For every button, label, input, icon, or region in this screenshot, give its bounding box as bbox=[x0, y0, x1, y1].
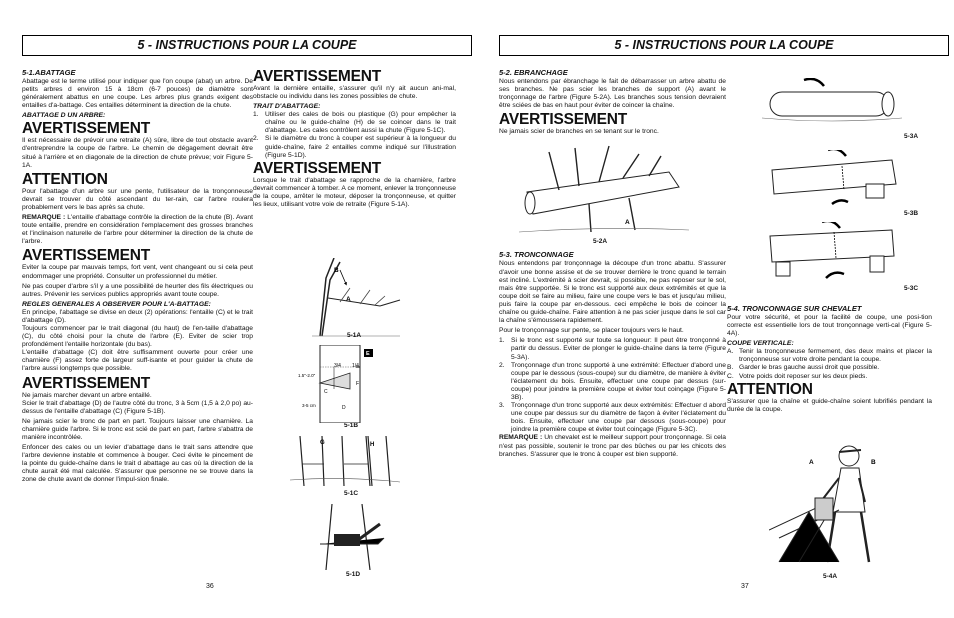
list-item: C. Votre poids doit reposer sur les deux pieds. bbox=[727, 372, 868, 380]
regles-text-3: L'entaille d'abattage (C) doit être suffisamment ouverte pour créer une charnière (F) assez forte de largeur suff-isante et pour guider la chute de l'arbre aussi longtemps que possible. bbox=[22, 349, 253, 373]
attention-heading-2: ATTENTION bbox=[727, 380, 813, 398]
warning-heading-6: AVERTISSEMENT bbox=[499, 111, 628, 129]
figure-caption-5-3b: 5-3B bbox=[904, 210, 919, 217]
section-title-abattage: 5-1.ABATTAGE bbox=[22, 68, 76, 77]
left-column-2 bbox=[253, 68, 456, 211]
figure-5-2a-area bbox=[499, 138, 726, 244]
figure-5-1d bbox=[318, 504, 388, 570]
figure-caption-5-1a: 5-1A bbox=[347, 332, 362, 339]
ebranchage-text: Nous entendons par ébranchage le fait de débarrasser un arbre abattu de ses branches. Ne pas scier les branches de support (A) avant le tronçonnage de l'arbre (Figure 5-2A). Les branches sous tension devraient être sciées de bas en haut pour éviter de coincer la chaîne. bbox=[499, 78, 726, 110]
section-header-left: 5 - INSTRUCTIONS POUR LA COUPE bbox=[22, 35, 472, 56]
right-page bbox=[477, 0, 954, 618]
svg-text:F: F bbox=[356, 381, 360, 387]
figure-5-2a bbox=[519, 142, 689, 236]
figure-5-1c bbox=[290, 436, 400, 486]
figure-5-4a bbox=[769, 442, 889, 570]
warning-text-3a: Ne jamais marcher devant un arbre entaillé. bbox=[22, 391, 152, 399]
warning-text-5: Lorsque le trait d'abattage se rapproche de la charnière, l'arbre devrait commencer à tomber. A ce moment, enlever la tronçonneuse de la coupe, arrêter le moteur, déposer la tronçonneuse, et quitter les lieux, utilisant votre voie de retraite (Figure 5-1A). bbox=[253, 176, 456, 209]
remark-paragraph bbox=[22, 214, 253, 246]
attention-text-1: Pour l'abattage d'un arbre sur une pente, l'utilisateur de la tronçonneuse devrait se trouver du côté ascendant du ter-rain, car l'arbre roulera probablement vers le bas après sa chute. bbox=[22, 187, 253, 211]
warning-heading-1: AVERTISSEMENT bbox=[22, 120, 151, 138]
abattage-text: Abattage est le terme utilisé pour indiquer que l'on coupe (abat) un arbre. De petits arbres d environ 15 à 18cm (6-7 pouces) de diamètre sont généralement abattus en une coupe. Les arbres plus grands exigent des entailles d'a-battage. Ces entailles déterminent la direction de la chute. bbox=[22, 78, 253, 110]
svg-text:C: C bbox=[324, 389, 328, 395]
remark-label: REMARQUE : bbox=[499, 434, 543, 442]
svg-text:A: A bbox=[625, 219, 630, 227]
figure-5-3a bbox=[762, 78, 902, 130]
label-a: A bbox=[346, 296, 351, 303]
left-column-1 bbox=[22, 68, 253, 487]
figure-5-1a bbox=[300, 258, 410, 338]
section-header-right: 5 - INSTRUCTIONS POUR LA COUPE bbox=[499, 35, 949, 56]
svg-text:1/4: 1/4 bbox=[352, 363, 359, 369]
warning-text-6: Ne jamais scier de branches en se tenant sur le tronc. bbox=[499, 128, 659, 136]
warning-text-4: Avant la dernière entaille, s'assurer qu'il n'y ait aucun ani-mal, obstacle ou individu dans les zones possibles de chute. bbox=[253, 85, 456, 101]
list-item: B. Garder le bras gauche aussi droit que possible. bbox=[727, 364, 880, 372]
list-item: A. Tenir la tronçonneuse fermement, des deux mains et placer la tronçonneuse sur votre droite pendant la coupe. bbox=[727, 348, 932, 364]
warning-text-1: Il est nécessaire de prévoir une retraite (A) sûre, libre de tout obstacle avant d'entreprendre la coupe de l'arbre. Le chemin de dégagement devrait être situé à l'arrière et en diagonale de la direction de chute prévue; voir Figure 5-1A. bbox=[22, 137, 253, 169]
svg-text:B: B bbox=[871, 459, 876, 466]
warning-heading-4: AVERTISSEMENT bbox=[253, 68, 382, 85]
svg-text:3/4: 3/4 bbox=[334, 363, 341, 369]
list-item: 2. Si le diamètre du tronc à couper est supérieur à la longueur du guide-chaîne, faire 2 entailles comme indiqué sur l'illustration (Figure 5-1D). bbox=[253, 135, 456, 159]
warning-text-2a: Eviter la coupe par mauvais temps, fort vent, vent changeant ou si cela peut endommager une propriété. Consulter un professionnel du métier. bbox=[22, 264, 253, 280]
right-column-1 bbox=[499, 68, 726, 461]
tronconnage-text-1: Nous entendons par tronçonnage la découpe d'un tronc abattu. S'assurer d'avoir une bonne assise et de se trouver derrière le tronc quand le terrain est incliné. L'extrémité à scier devrait, si possible, ne pas reposer sur le sol, mais être supportée. Si le tronc est supporté aux deux extrémités et que la coupe doit se faire au milieu, faire une coupe vers le bas et jusqu'au milieu, puis faire la coupe par en-dessous. ceci empêche le bois de coincer la chaîne ou guide-chaîne. Faire attention à ne pas scier jusque dans le sol car la chaîne s'émoussera rapidement. bbox=[499, 260, 726, 325]
section-title-chevalet: 5-4. TRONCONNAGE SUR CHEVALET bbox=[727, 304, 862, 313]
section-title-ebranchage: 5-2. EBRANCHAGE bbox=[499, 68, 568, 77]
chevalet-text: Pour votre sécurité, et pour la facilité de coupe, une posi-tion correcte est essentielle lors de tout tronçonnage verti-cal (Figure 5-4A). bbox=[727, 314, 932, 338]
figure-caption-5-1d: 5-1D bbox=[346, 571, 361, 578]
figure-caption-5-4a: 5-4A bbox=[823, 573, 838, 580]
figure-5-3b bbox=[762, 150, 902, 206]
warning-text-3c: Ne jamais scier le tronc de part en part. Toujours laisser une charnière. La charnière guide l'arbre. Si le tronc est scié de part en part, l'arbre s'abattra de manière incontrôlée. bbox=[22, 417, 253, 441]
svg-text:1.5"-2.0": 1.5"-2.0" bbox=[298, 373, 316, 378]
svg-text:C: C bbox=[805, 539, 810, 546]
warning-text-2b: Ne pas couper d'arbre s'il y a une possibilité de heurter des fils électriques ou autres. Prévenir les services publics appropriés avant toute coupe. bbox=[22, 282, 253, 298]
warning-heading-5: AVERTISSEMENT bbox=[253, 159, 382, 177]
svg-text:G: G bbox=[320, 440, 325, 446]
warning-heading-3: AVERTISSEMENT bbox=[22, 374, 151, 392]
svg-text:A: A bbox=[809, 459, 814, 466]
figure-5-1b bbox=[298, 345, 378, 423]
list-item: 1. Si le tronc est supporté sur toute sa longueur: Il peut être tronçonné à partir du dessus. Eviter de plonger le guide-chaîne dans la terre (Figure 5-3A). bbox=[499, 337, 726, 361]
attention-heading-1: ATTENTION bbox=[22, 170, 108, 188]
page-number-left: 36 bbox=[206, 583, 214, 590]
svg-text:H: H bbox=[370, 442, 375, 448]
figure-caption-5-2a: 5-2A bbox=[593, 238, 608, 246]
warning-text-3d: Enfoncer des cales ou un levier d'abattage dans le trait sans attendre que l'arbre devienne instable et commence à bouger. Ceci évite le pincement de la pointe du guide-chaîne dans le trait d abattage au cas où la direction de la chute aurait été mal calculée. S'assurer que personne ne se trouve dans la zone de chute avant de donner l'impul-sion finale. bbox=[22, 444, 253, 484]
list-item: 3. Tronçonnage d'un tronc supporté aux deux extrémités: Effectuer d abord une coupe par dessus sur du diamètre de façon à éviter l'éclatement du bois. Ensuite, effectuer une coupe par dessous (sous-coupe) pour joindre la première coupe et éviter tout coinçage (Figure 5-3C). bbox=[499, 402, 726, 434]
svg-text:D: D bbox=[342, 405, 346, 411]
list-item: 2. Tronçonnage d'un tronc supporté à une extrémité: Effectuer d'abord une coupe par le dessous (sous-coupe) sur du diamètre, de manière à éviter l'éclatement du bois. Ensuite, effectuer une coupe par dessus (sur-coupe) pour joindre la première coupe et éviter tout coinçage (Figure 5-3B). bbox=[499, 361, 726, 401]
figure-5-3c bbox=[762, 222, 902, 282]
subsection-abattage-arbre: ABATTAGE D UN ARBRE: bbox=[22, 112, 106, 120]
remark-label: REMARQUE : bbox=[22, 214, 66, 222]
remark-text: Un chevalet est le meilleur support pour tronçonnage. Si cela n'est pas possible, soutenir le tronc par des bûches ou par les chicots des branches. S'assurer que le tronc à couper est bien supporté. bbox=[499, 434, 726, 458]
svg-text:E: E bbox=[366, 351, 370, 357]
label-b: B bbox=[334, 267, 339, 274]
warning-text-3b: Scier le trait d'abattage (D) de l'autre côté du tronc, 3 à 5cm (1,5 à 2,0 po) au-dessus de l'entaille d'abattage (C) (Figure 5-1B). bbox=[22, 399, 253, 415]
figure-caption-5-3a: 5-3A bbox=[904, 133, 919, 140]
subsection-coupe-verticale: COUPE VERTICALE: bbox=[727, 340, 794, 348]
figure-caption-5-1b: 5-1B bbox=[344, 422, 359, 429]
subsection-trait: TRAIT D'ABATTAGE: bbox=[253, 103, 321, 111]
figure-caption-5-3c: 5-3C bbox=[904, 285, 919, 292]
regles-text-1: En principe, l'abattage se divise en deux (2) opérations: l'entaille (C) et le trait d'abattage (D). bbox=[22, 308, 253, 324]
tronconnage-text-2: Pour le tronçonnage sur pente, se placer toujours vers le haut. bbox=[499, 327, 684, 335]
figure-caption-5-1c: 5-1C bbox=[344, 490, 359, 497]
attention-text-2: S'assurer que la chaîne et guide-chaîne soient lubrifiés pendant la durée de la coupe. bbox=[727, 397, 932, 413]
remark-paragraph-right bbox=[499, 434, 726, 458]
section-title-tronconnage: 5-3. TRONCONNAGE bbox=[499, 250, 574, 260]
regles-text-2: Toujours commencer par le trait diagonal (du haut) de l'en-taille d'abattage (C), du côté choisi pour la chute de l'arbre (E). Eviter de scier trop profondément l'entaille horizontale (du bas). bbox=[22, 324, 253, 349]
remark-text: L'entaille d'abattage contrôle la direction de la chute (B). Avant toute entaille, prendre en considération l'emplacement des grosses branches et l'inclinaison naturelle de l'arbre pour déterminer la direction de la chute de l'arbre. bbox=[22, 214, 253, 246]
subsection-regles: REGLES GENERALES A OBSERVER POUR L'A-BATTAGE: bbox=[22, 300, 211, 308]
warning-heading-2: AVERTISSEMENT bbox=[22, 247, 151, 265]
list-item: 1. Utiliser des cales de bois ou plastique (G) pour empêcher la chaîne ou le guide-chaîne (H) de se coincer dans le trait d'abattage. Les cales contrôlent aussi la chute (Figure 5-1C). bbox=[253, 111, 456, 135]
right-column-2 bbox=[727, 304, 932, 416]
page-number-right: 37 bbox=[741, 583, 749, 590]
svg-text:3-5 cm: 3-5 cm bbox=[302, 403, 316, 408]
